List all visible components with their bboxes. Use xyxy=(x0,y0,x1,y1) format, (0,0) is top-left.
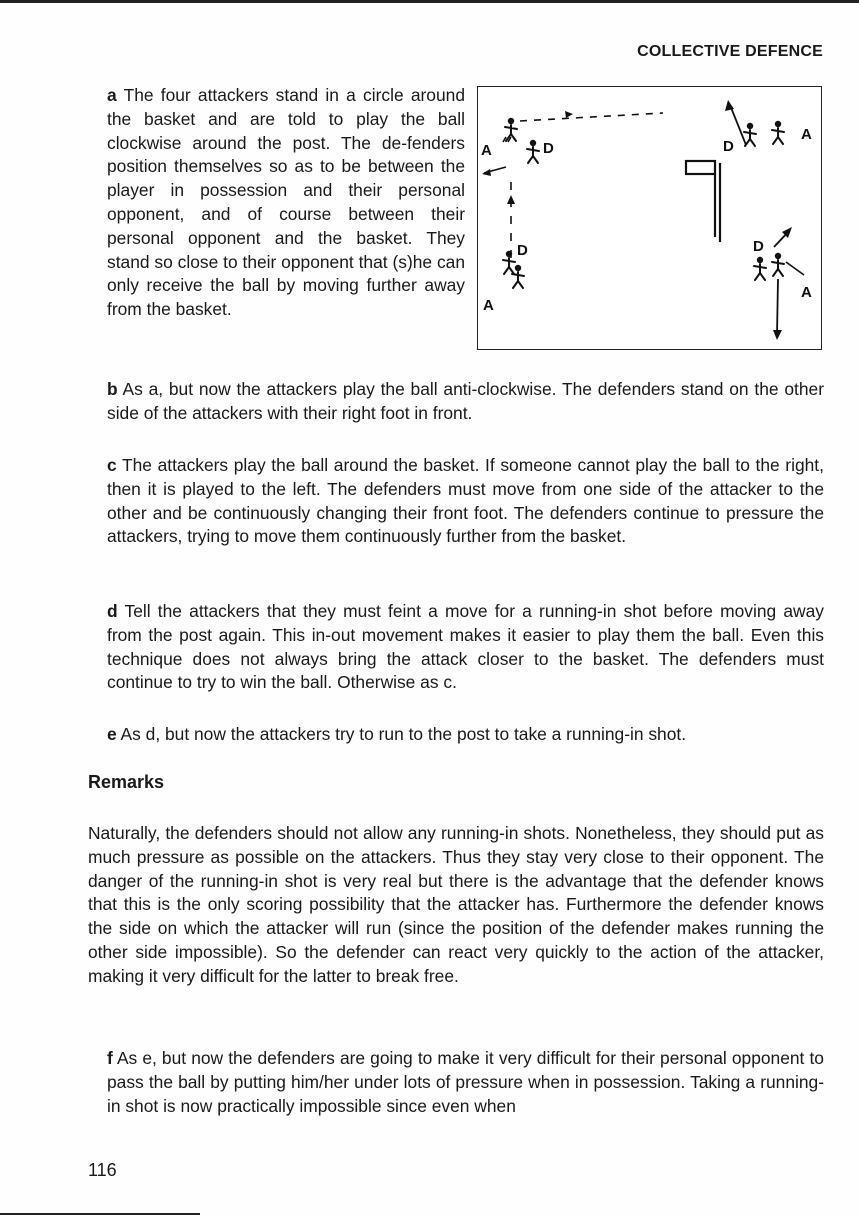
paragraph-f-text: As e, but now the defenders are going to make it very difficult for their personal opponent to pass the ball by putting him/her under lots of pressure when in possession. Taking a running-in shot is now practically impossible since even when xyxy=(107,1048,824,1116)
defender-icon xyxy=(754,257,766,280)
attacker-icon xyxy=(512,265,524,288)
running-header: COLLECTIVE DEFENCE xyxy=(637,43,823,60)
basket-post-icon xyxy=(686,161,720,242)
attacker-icon xyxy=(772,121,784,144)
attacker-label: A xyxy=(481,142,492,159)
paragraph-e xyxy=(107,723,824,747)
defender-label: D xyxy=(753,238,764,255)
paragraph-f-letter: f xyxy=(107,1048,113,1068)
paragraph-e-letter: e xyxy=(107,724,117,744)
paragraph-c-letter: c xyxy=(107,455,117,475)
paragraph-d-letter: d xyxy=(107,601,118,621)
paragraph-d-text: Tell the attackers that they must feint a move for a running-in shot before moving away from the post again. This in-out movement makes it easier to play them the ball. Even this technique does not always bring the attack closer to the basket. The defenders must continue to try to win the ball. Otherwise as c. xyxy=(107,601,824,693)
drill-diagram xyxy=(477,86,822,350)
remarks-heading: Remarks xyxy=(88,772,165,792)
defender-label: D xyxy=(543,140,554,157)
defender-icon xyxy=(527,140,539,163)
paragraph-a-letter: a xyxy=(107,85,117,105)
attacker-label: A xyxy=(483,297,494,314)
paragraph-a-text: The four attackers stand in a circle around the basket and are told to play the ball clockwise around the post. The de-fenders position themselves so as to be between the player in possession and their personal opponent, and of course between their personal opponent and the basket. They stand so close to their opponent that (s)he can only receive the ball by moving further away from the basket. xyxy=(107,85,465,320)
paragraph-c xyxy=(107,454,824,549)
attacker-icon xyxy=(772,253,784,276)
defender-label: D xyxy=(723,138,734,155)
remarks-text: Naturally, the defenders should not allow any running-in shots. Nonetheless, they should put as much pressure as possible on the attackers. Thus they stay very close to their opponent. The danger of the running-in shot is very real but there is the advantage that the defender knows that this is the only scoring possibility that the attacker has. Furthermore the defender knows the side on which the attacker will run (since the position of the defender makes running the other side impossible). So the defender can react very quickly to the action of the attacker, making it very difficult for the latter to break free. xyxy=(88,823,824,986)
paragraph-e-text: As d, but now the attackers try to run to the post to take a running-in shot. xyxy=(120,724,687,744)
paragraph-b-letter: b xyxy=(107,379,118,399)
attacker-label: A xyxy=(801,126,812,143)
paragraph-c-text: The attackers play the ball around the basket. If someone cannot play the ball to the right, then it is played to the left. The defenders must move from one side of the attacker to the other and be continuously changing their front foot. The defenders continue to pressure the attackers, trying to move them continuously further from the basket. xyxy=(107,455,824,547)
paragraph-f xyxy=(107,1047,824,1118)
paragraph-a xyxy=(107,84,465,322)
attacker-icon xyxy=(503,118,517,142)
paragraph-d xyxy=(107,600,824,695)
paragraph-b xyxy=(107,378,824,426)
page-number: 116 xyxy=(88,1160,117,1180)
bottom-rule xyxy=(0,1213,200,1215)
attacker-label: A xyxy=(801,284,812,301)
paragraph-b-text: As a, but now the attackers play the ball anti-clockwise. The defenders stand on the other side of the attackers with their right foot in front. xyxy=(107,379,824,423)
drill-diagram-svg xyxy=(478,87,820,348)
defender-label: D xyxy=(517,242,528,259)
defender-icon xyxy=(503,251,515,274)
top-rule xyxy=(0,0,859,3)
